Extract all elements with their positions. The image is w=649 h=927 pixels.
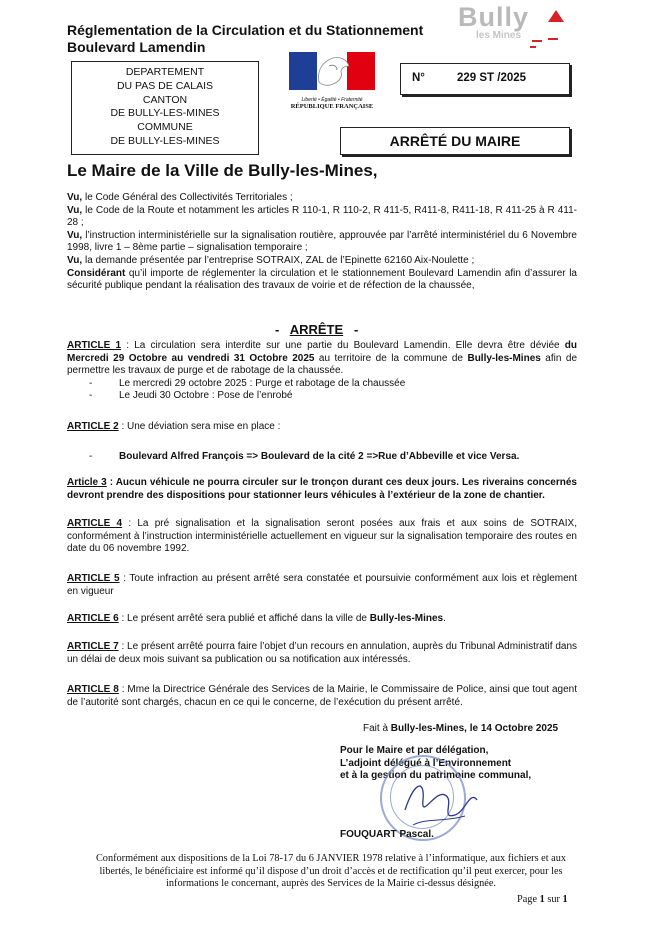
delegation-line: et à la gestion du patrimoine communal, [340,770,532,782]
marianne-logo [289,52,375,108]
dept-line: DU PAS DE CALAIS [116,79,214,92]
article-label: ARTICLE 1 [67,340,122,351]
dept-line: CANTON [142,93,188,106]
list-item-text: Le mercredi 29 octobre 2025 : Purge et rabotage de la chaussée [119,377,406,389]
page-number [517,894,568,905]
page-mid: sur [544,894,563,905]
article-text: : Mme la Directrice Générale des Services de la Mairie, le Commissaire de Police, ainsi que tout agent de l’autorité sont chargés, chacun en ce qui le concerne, de l’exécution du présent arrêté. [67,684,577,708]
recital-item [67,230,577,255]
list-item: - Le mercredi 29 octobre 2025 : Purge et rabotage de la chaussée [89,377,406,389]
recital-bold: Considérant [67,267,126,279]
article-8 [67,684,577,709]
article-label: ARTICLE 7 [67,641,119,652]
decree-number-box [400,63,570,95]
recital-text: le Code Général des Collectivités Territoriales ; [82,192,293,203]
recital-item [67,268,577,293]
marianne-flag-icon [289,52,375,90]
dept-line: DE BULLY-LES-MINES [110,107,220,120]
detour-route: - Boulevard Alfred François => Boulevard de la cité 2 =>Rue d’Abbeville et vice Versa. [89,451,520,462]
fait-prefix: Fait à [363,723,391,734]
article-text: : Le présent arrêté sera publié et affiché dans la ville de [118,613,370,624]
heading-dash: - [354,322,359,337]
arrete-heading [275,322,358,337]
signatory-name: FOUQUART Pascal. [340,829,434,840]
article-label: ARTICLE 2 [67,421,119,432]
article-bold: Bully-les-Mines [467,352,541,364]
article-bold: du Mercredi 29 Octobre au vendredi 31 Octobre 2025 [67,340,578,364]
article-text: : Toute infraction au présent arrêté sera constatée et poursuivie conformément aux lois et règlement en vigueur [67,573,577,597]
logo-dash-icon [532,40,542,42]
article-label: Article 3 [67,477,107,488]
recital-text: qu’il importe de réglementer la circulation et le stationnement Boulevard Lamendin afin d’assurer la sécurité publique pendant la réalisation des travaux de voirie et de réfection de la chaussée, [67,267,577,292]
header-line-2: Boulevard Lamendin [67,39,206,55]
article-label: ARTICLE 4 [67,518,123,529]
number-label: N° [412,72,425,84]
maire-title: Le Maire de la Ville de Bully-les-Mines, [67,161,378,180]
delegation-line: L’adjoint délégué à l’Environnement [340,757,512,769]
article-2 [67,421,577,434]
article-text: : La circulation sera interdite sur une partie du Boulevard Lamendin. Elle devra être déviée [121,340,565,351]
page-prefix: Page [517,894,540,905]
article-text: : Aucun véhicule ne pourra circuler sur le tronçon durant ces deux jours. Les riverains concernés devront prendre des dispositions pour stationner leurs véhicules à l’extérieur de la zone de chantier. [67,477,577,501]
article-label: ARTICLE 5 [67,573,120,584]
article-4 [67,518,577,556]
recital-bold: Vu, [67,229,83,241]
article-6 [67,613,577,626]
list-item-text: Le Jeudi 30 Octobre : Pose de l’enrobé [119,390,293,402]
heading-word: ARRÊTE [289,322,344,337]
legal-footer: Conformément aux dispositions de la Loi 78-17 du 6 JANVIER 1978 relative à l’informatique, aux fichiers et aux libertés, le bénéficiaire est informé qu’il dispose d’un droit d’accès et de rectification qu’il peut exercer, pour les informations le concernant, auprès des Services de la Mairie ci-dessus désignée. [95,853,567,889]
article-bold: Bully-les-Mines [369,613,444,624]
recital-bold: Vu, [67,204,83,216]
number-value: 229 ST /2025 [457,72,527,84]
fait-a [363,723,558,734]
logo-triangle-icon [548,10,564,22]
bully-logo [452,2,572,52]
arrete-title-box: ARRÊTÉ DU MAIRE [340,127,570,155]
recital-bold: Vu, [67,254,83,266]
list-item: - Le Jeudi 30 Octobre : Pose de l’enrobé [89,390,293,402]
logo-text: Bully [458,2,530,32]
logo-subtext: les Mines [476,30,522,41]
article-label: ARTICLE 6 [67,613,119,624]
dept-line: DEPARTEMENT [125,66,205,78]
delegation-line: Pour le Maire et par délégation, [340,745,489,756]
article-5 [67,573,577,598]
marianne-republic: RÉPUBLIQUE FRANÇAISE [290,103,374,110]
article-text: : La pré signalisation et la signalisation seront posées aux frais et aux soins de SOTRAIX, conformément à l’instruction interministérielle actuellement en vigueur sur la signalisation temporaire des routes en date du 06 novembre 1992. [67,518,577,555]
article-3 [67,477,577,502]
article-text: : Une déviation sera mise en place : [118,421,281,432]
recitals [67,192,577,293]
recital-text: le Code de la Route et notamment les articles R 110-1, R 110-2, R 411-5, R411-8, R411-18, R 411-25 à R 411-28 ; [67,204,577,229]
article-text: . [443,613,446,624]
logo-dash-icon [548,38,558,40]
recital-text: l’instruction interministérielle sur la signalisation routière, approuvée par l’arrêté interministériel du 6 Novembre 1998, livre 1 – 8ème partie – signalisation temporaire ; [67,229,577,254]
document-header [67,22,423,56]
page-total: 1 [562,894,568,905]
article-7 [67,641,577,666]
dept-line: COMMUNE [137,121,193,134]
article-label: ARTICLE 8 [67,684,119,695]
recital-bold: Vu, [67,192,83,203]
header-line-1: Réglementation de la Circulation et du Stationnement [67,22,424,38]
recital-item [67,205,577,230]
recital-item [67,192,577,205]
page-current: 1 [539,894,545,905]
marianne-motto: Liberté • Égalité • Fraternité [301,97,363,103]
article-text: : Le présent arrêté pourra faire l’objet d’un recours en annulation, auprès du Tribunal Administratif dans un délai de deux mois suivant sa publication ou sa notification aux intéressés. [67,641,577,665]
route-text: Boulevard Alfred François => Boulevard de la cité 2 =>Rue d’Abbeville et vice Versa. [119,451,520,462]
dept-line: DE BULLY-LES-MINES [110,134,220,147]
article-text: afin de permettre les travaux de purge et de rabotage de la chaussée. [67,352,578,377]
fait-place-date: Bully-les-Mines, le 14 Octobre 2025 [390,723,559,734]
article-text: au territoire de la commune de [314,352,468,364]
recital-item [67,255,577,268]
recital-text: la demande présentée par l’entreprise SOTRAIX, ZAL de l’Epinette 62160 Aix-Noulette ; [82,254,475,266]
article-1 [67,340,577,403]
logo-dash-icon [530,46,536,48]
department-box [71,61,259,155]
heading-dash: - [275,322,280,337]
